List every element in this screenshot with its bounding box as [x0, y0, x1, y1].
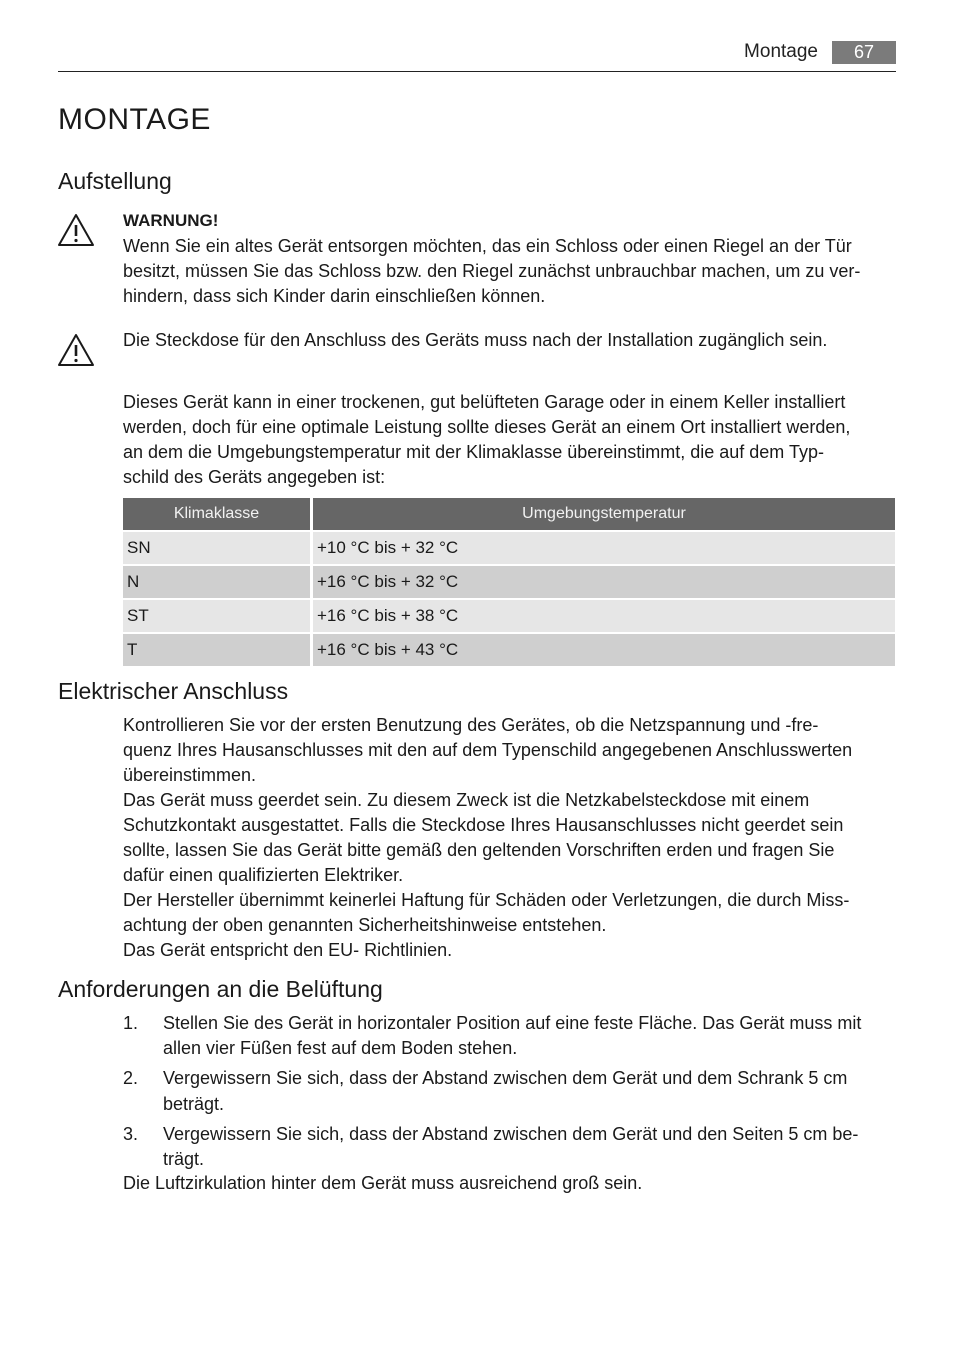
heading-belueftung: Anforderungen an die Belüftung — [58, 976, 383, 1002]
table-cell: +16 °C bis + 32 °C — [313, 566, 895, 598]
table-cell: ST — [123, 600, 310, 632]
warning-line: hindern, dass sich Kinder darin einschließen können. — [123, 286, 546, 306]
list-item-line: trägt. — [163, 1149, 205, 1169]
paragraph-line: achtung der oben genannten Sicherheitshinweise entstehen. — [123, 915, 607, 935]
paragraph-line: Das Gerät muss geerdet sein. Zu diesem Zweck ist die Netzkabelsteckdose mit einem — [123, 790, 810, 810]
heading-elektrischer-anschluss: Elektrischer Anschluss — [58, 678, 289, 704]
paragraph-line: quenz Ihres Hausanschlusses mit den auf dem Typenschild angegebenen Anschlusswerten — [123, 740, 853, 760]
warning-triangle-icon — [57, 213, 95, 247]
note-text: Die Steckdose für den Anschluss des Geräts muss nach der Installation zugänglich sein. — [123, 330, 828, 350]
warning-triangle-icon — [57, 333, 95, 367]
table-row — [123, 634, 895, 666]
list-number: 2. — [123, 1068, 139, 1088]
table-cell: +10 °C bis + 32 °C — [313, 532, 895, 564]
table-cell: +16 °C bis + 38 °C — [313, 600, 895, 632]
list-item-line: beträgt. — [163, 1094, 225, 1114]
running-header — [58, 40, 896, 72]
climate-class-table — [123, 498, 895, 666]
paragraph-line: Der Hersteller übernimmt keinerlei Haftung für Schäden oder Verletzungen, die durch Miss- — [123, 890, 850, 910]
table-header-row — [123, 498, 895, 530]
list-item-line: Stellen Sie des Gerät in horizontaler Position auf eine feste Fläche. Das Gerät muss mit — [163, 1013, 862, 1033]
warning-label: WARNUNG! — [123, 211, 219, 230]
heading-aufstellung: Aufstellung — [58, 168, 172, 194]
intro-line: werden, doch für eine optimale Leistung sollte dieses Gerät an einem Ort installiert werden, — [123, 417, 851, 437]
column-header: Umgebungstemperatur — [313, 498, 895, 530]
paragraph-line: Schutzkontakt ausgestattet. Falls die Steckdose Ihres Hausanschlusses nicht geerdet sein — [123, 815, 844, 835]
table-cell: SN — [123, 532, 310, 564]
intro-line: Dieses Gerät kann in einer trockenen, gut belüfteten Garage oder in einem Keller installiert — [123, 392, 846, 412]
page-number: 67 — [832, 41, 896, 64]
column-header: Klimaklasse — [123, 498, 310, 530]
intro-line: schild des Geräts angegeben ist: — [123, 467, 386, 487]
page-title: MONTAGE — [58, 103, 211, 136]
paragraph-line: Kontrollieren Sie vor der ersten Benutzung des Gerätes, ob die Netzspannung und -fre- — [123, 715, 819, 735]
table-row — [123, 600, 895, 632]
paragraph-line: Das Gerät entspricht den EU- Richtlinien. — [123, 940, 453, 960]
table-cell: N — [123, 566, 310, 598]
table-row — [123, 566, 895, 598]
paragraph-line: übereinstimmen. — [123, 765, 257, 785]
list-item-line: Vergewissern Sie sich, dass der Abstand zwischen dem Gerät und dem Schrank 5 cm — [163, 1068, 848, 1088]
list-item-line: Vergewissern Sie sich, dass der Abstand zwischen dem Gerät und den Seiten 5 cm be- — [163, 1124, 859, 1144]
table-row — [123, 532, 895, 564]
paragraph-line: dafür einen qualifizierten Elektriker. — [123, 865, 404, 885]
belueftung-footer: Die Luftzirkulation hinter dem Gerät muss ausreichend groß sein. — [123, 1173, 643, 1193]
header-section-title: Montage — [744, 41, 818, 62]
list-item-line: allen vier Füßen fest auf dem Boden stehen. — [163, 1038, 518, 1058]
table-cell: +16 °C bis + 43 °C — [313, 634, 895, 666]
warning-line: Wenn Sie ein altes Gerät entsorgen möchten, das ein Schloss oder einen Riegel an der Tür — [123, 236, 852, 256]
list-number: 1. — [123, 1013, 139, 1033]
intro-line: an dem die Umgebungstemperatur mit der Klimaklasse übereinstimmt, die auf dem Typ- — [123, 442, 824, 462]
paragraph-line: sollte, lassen Sie das Gerät bitte gemäß den geltenden Vorschriften erden und fragen Sie — [123, 840, 835, 860]
warning-line: besitzt, müssen Sie das Schloss bzw. den Riegel zunächst unbrauchbar machen, um zu ver- — [123, 261, 861, 281]
table-cell: T — [123, 634, 310, 666]
list-number: 3. — [123, 1124, 139, 1144]
